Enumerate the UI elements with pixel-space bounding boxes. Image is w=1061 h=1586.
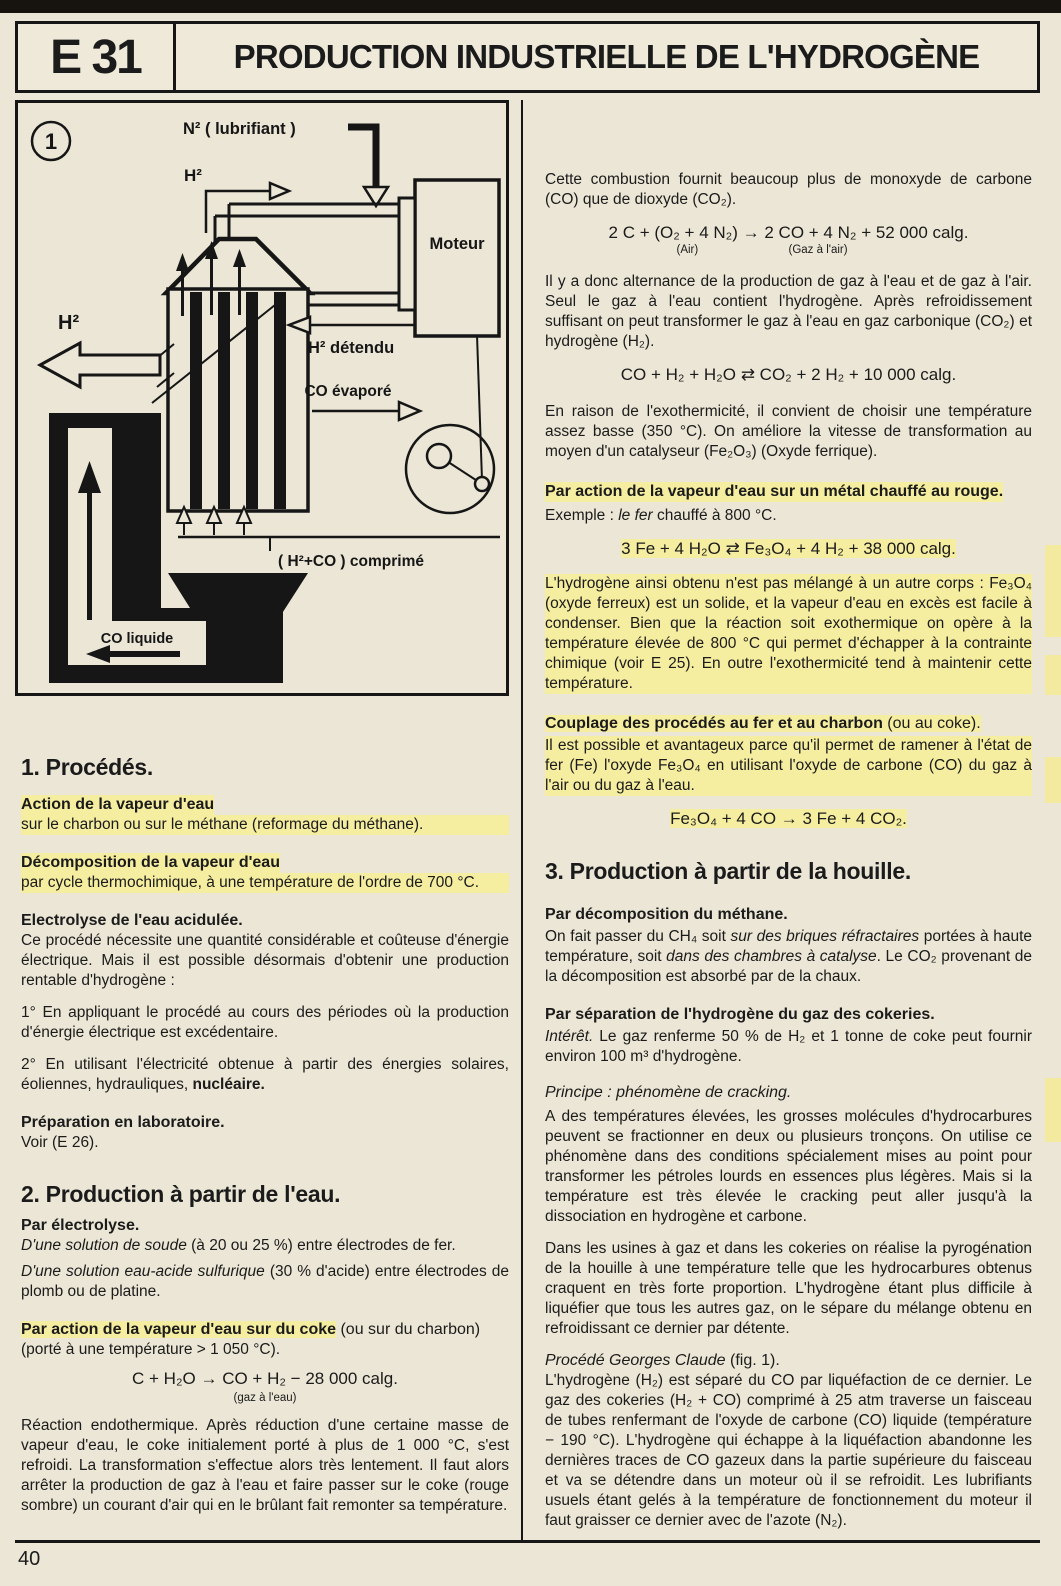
subhead-electrolyse-acidulee: Electrolyse de l'eau acidulée. — [21, 912, 243, 929]
para-reaction-endothermique: Réaction endothermique. Après réduction d'une certaine masse de vapeur d'eau, le coke initialement porté à plus de 1 000 °C, s'est refroidi. La transformation s'effectue alors très lentement. Il faut alors arrêter la production de gaz à l'eau et faire passer sur le coke (rouge sombre) un courant d'air qui en le brûlant fait remonter sa température. — [21, 1417, 509, 1514]
crank-hub — [427, 444, 451, 468]
n2-pipe — [348, 127, 376, 187]
para-pyrogenation: Dans les usines à gaz et dans les cokeries on réalise la pyrogénation de la houille à une température telle que les hydrocarbures obtenus craquent en très forte proportion. L'hydrogène étant plus difficile à liquéfier que tous les autres gaz, on le sépare du mélange obtenu en refroidissant ce dernier par détente. — [545, 1240, 1032, 1337]
para-cracking: A des températures élevées, les grosses molécules d'hydrocarbures peuvent se fractionner en deux ou plusieurs tronçons. On utilise ce phénomène dans des conditions spécialement mises au point pour transformer les pétroles lourds en essences plus légères. Mais si la température est très élevée le cracking peut aller jusqu'à la dissociation en hydrogène et carbone. — [545, 1108, 1032, 1225]
subhead-vapeur-coke — [21, 1320, 509, 1340]
subhead-preparation-labo: Préparation en laboratoire. — [21, 1114, 225, 1131]
para-hydrogene-obtenu: L'hydrogène ainsi obtenu n'est pas mélangé à un autre corps : Fe₃O₄ (oxyde ferreux) est un solide, et la vapeur d'eau en excès est facile à condenser. Bien que la réaction soit exothermique on opère à la température élevée de 800 °C qui permet d'échapper à la contrainte chimique (voir E 25). En outre l'exothermicité tend à maintenir cette température. — [545, 575, 1032, 692]
figure-1 — [15, 100, 509, 696]
para-electrolyse-cout: Ce procédé nécessite une quantité considérable et coûteuse d'énergie électrique. Mais il est possible désormais d'obtenir une production rentable d'hydrogène : — [21, 932, 509, 989]
subhead-action-vapeur: Action de la vapeur d'eau — [21, 796, 215, 813]
para-exemple-fer — [545, 506, 1032, 526]
tube-wall — [218, 292, 230, 509]
equation-fer-vapeur-text: 3 Fe + 4 H₂O ⇄ Fe₃O₄ + 4 H₂ + 38 000 calg. — [621, 539, 956, 558]
left-column-text — [15, 696, 521, 1516]
tube-wall — [190, 292, 202, 509]
tube-bundle — [168, 289, 308, 511]
methane-c: . Le CO₂ provenant de la décomposition est absorbé par de la chaux. — [545, 948, 1032, 985]
para-solution-acide — [21, 1262, 509, 1302]
motor-box — [415, 180, 499, 336]
interet-italic: Intérêt. — [545, 1028, 594, 1045]
label-h2-detendu: H² détendu — [308, 339, 395, 357]
equation-co-shift: CO + H₂ + H₂O ⇄ CO₂ + 2 H₂ + 10 000 calg. — [620, 365, 957, 384]
margin-highlight-mark — [1045, 545, 1061, 637]
para-solution-soude — [21, 1236, 509, 1256]
h2-arrow-right-icon — [270, 183, 289, 199]
para-exothermicite: En raison de l'exothermicité, il convient de choisir une température assez basse (350 °C). On améliore la vitesse de transformation au moyen d'un catalyseur (Fe₂O₃) (Oxyde ferrique). — [545, 403, 1032, 460]
exemple-lead: Exemple : — [545, 507, 619, 524]
equation-gaz-air: 2 C + (O₂ + 4 N₂) → 2 CO + 4 N₂ + 52 000 calg. — [608, 223, 969, 242]
section-2-title: 2. Production à partir de l'eau. — [21, 1181, 341, 1207]
subhead-separation-cokeries: Par séparation de l'hydrogène du gaz des cokeries. — [545, 1006, 935, 1023]
tube-wall — [274, 292, 286, 509]
vapeur-coke-highlight: Par action de la vapeur d'eau sur du coke — [21, 1321, 337, 1338]
annotation-gaz-a-lair: (Gaz à l'air) — [788, 244, 848, 256]
subhead-couplage — [545, 714, 1032, 734]
vapeur-coke-rest: (ou sur du charbon) — [336, 1321, 481, 1338]
acide-rest: (30 % d'acide) entre électrodes de plomb ou de platine. — [21, 1263, 509, 1300]
para-2o-text: 2° En utilisant l'électricité obtenue à partir des énergies solaires, éoliennes, hydrauliques, — [21, 1056, 509, 1093]
page-header — [15, 21, 1040, 93]
margin-highlight-mark — [1045, 655, 1061, 695]
exemple-rest: chauffé à 800 °C. — [652, 507, 777, 524]
couplage-rest: (ou au coke). — [882, 715, 981, 732]
couplage-bold: Couplage des procédés au fer et au charbon — [545, 715, 883, 732]
h2-big-arrow-left-icon — [40, 343, 160, 387]
margin-highlight-mark — [1045, 1078, 1061, 1142]
subhead-principe-cracking: Principe : phénomène de cracking. — [545, 1084, 792, 1101]
margin-highlight-mark — [1045, 757, 1061, 803]
equation-gaz-eau-annotation: (gaz à l'eau) — [233, 1392, 297, 1404]
para-decomposition: par cycle thermochimique, à une température de l'ordre de 700 °C. — [21, 873, 509, 893]
para-alternance: Il y a donc alternance de la production de gaz à l'eau et de gaz à l'air. Seul le gaz à l'eau contient l'hydrogène. Après refroidissement suffisant on peut transformer le gaz à l'eau en gaz carbonique (CO₂) et hydrogène (H₂). — [545, 273, 1032, 350]
subhead-par-electrolyse: Par électrolyse. — [21, 1217, 140, 1234]
section-3-title: 3. Production à partir de la houille. — [545, 858, 911, 884]
equation-gaz-air-annotations — [545, 244, 1032, 260]
methane-briques: sur des briques réfractaires — [730, 928, 920, 945]
para-couplage: Il est possible et avantageux parce qu'il permet de ramener à l'état de fer (Fe) l'oxyde Fe₃O₄ en utilisant l'oxyde de carbone (CO) du gaz à l'air ou du gaz à l'eau. — [545, 737, 1032, 794]
annotation-air: (Air) — [676, 244, 699, 256]
interet-rest: Le gaz renferme 50 % de H₂ et 1 tonne de coke peut fournir environ 100 m³ d'hydrogène. — [545, 1028, 1032, 1065]
subhead-procede-claude — [545, 1351, 1032, 1371]
right-column — [521, 100, 1040, 1540]
claude-italic: Procédé Georges Claude — [545, 1352, 726, 1369]
exemple-le-fer: le fer — [618, 507, 653, 524]
label-h2co-comprime: ( H²+CO ) comprimé — [278, 553, 424, 570]
hydrogen-apparatus-diagram — [18, 103, 505, 692]
para-voir-e26: Voir (E 26). — [21, 1134, 99, 1151]
para-procede-claude: L'hydrogène (H₂) est séparé du CO par liquéfaction de ce dernier. Le gaz des cokeries (H₂ + CO) comprimé à 25 atm traverse un faisceau de tubes renfermant de l'oxyde de carbone (CO) liquide (température − 190 °C). L'hydrogène qui échappe à la liquéfaction abandonne les dernières traces de CO gazeux dans la partie supérieure du faisceau et va se détendre dans un moteur où il se refroidit. Les lubrifiants usuels étant gelés à la température de fonctionnement du moteur il faut graisser ce dernier avec de l'azote (N₂). — [545, 1372, 1032, 1529]
para-2o — [21, 1055, 509, 1095]
subhead-decomposition-methane: Par décomposition du méthane. — [545, 906, 788, 923]
page-title: PRODUCTION INDUSTRIELLE DE L'HYDROGÈNE — [233, 38, 980, 75]
section-code: E 31 — [18, 24, 176, 90]
crank-pin — [475, 477, 489, 491]
page-content — [15, 100, 1040, 1543]
soude-rest: (à 20 ou 25 %) entre électrodes de fer. — [186, 1237, 456, 1254]
subhead-metal-chauffe: Par action de la vapeur d'eau sur un métal chauffé au rouge. — [545, 483, 1004, 500]
para-combustion: Cette combustion fournit beaucoup plus de monoxyde de carbone (CO) que de dioxyde (CO₂). — [545, 171, 1032, 208]
para-temperature-1050: (porté à une température > 1 050 °C). — [21, 1341, 281, 1358]
label-moteur: Moteur — [429, 235, 485, 253]
acide-italic: D'une solution eau-acide sulfurique — [21, 1263, 265, 1280]
motor-flange — [399, 198, 415, 310]
methane-a: On fait passer du CH₄ soit — [545, 928, 731, 945]
subhead-decomposition: Décomposition de la vapeur d'eau — [21, 854, 280, 871]
scan-edge-strip — [0, 0, 1061, 13]
para-methane — [545, 927, 1032, 987]
para-1o: 1° En appliquant le procédé au cours des périodes où la production d'énergie électrique est excédentaire. — [21, 1004, 509, 1041]
equation-gaz-eau: C + H₂O → CO + H₂ − 28 000 calg. — [132, 1369, 398, 1388]
connecting-rod — [477, 335, 482, 480]
para-2o-nucleaire: nucléaire. — [192, 1076, 265, 1093]
label-h2-top: H² — [184, 166, 202, 185]
left-column — [15, 100, 521, 1540]
soude-italic: D'une solution de soude — [21, 1237, 187, 1254]
co-evapore-arrow-right-icon — [399, 402, 420, 420]
figure-number: 1 — [44, 129, 58, 154]
equation-couplage-text: Fe₃O₄ + 4 CO → 3 Fe + 4 CO₂. — [670, 809, 907, 828]
label-co-liquide: CO liquide — [100, 631, 174, 647]
section-1-title: 1. Procédés. — [21, 754, 153, 780]
equation-couplage — [545, 808, 1032, 830]
equation-fer-vapeur — [545, 538, 1032, 560]
label-n2-lubrifiant: N² ( lubrifiant ) — [183, 120, 296, 138]
label-h2-left: H² — [58, 312, 80, 334]
claude-rest: (fig. 1). — [725, 1352, 780, 1369]
methane-chambres: dans des chambres à catalyse — [666, 948, 877, 965]
page-number: 40 — [18, 1548, 41, 1570]
para-interet — [545, 1027, 1032, 1067]
methane-b: portées à haute température, soit — [545, 928, 1033, 965]
label-co-evapore: CO évaporé — [304, 383, 392, 400]
para-action-vapeur: sur le charbon ou sur le méthane (reformage du méthane). — [21, 815, 509, 835]
